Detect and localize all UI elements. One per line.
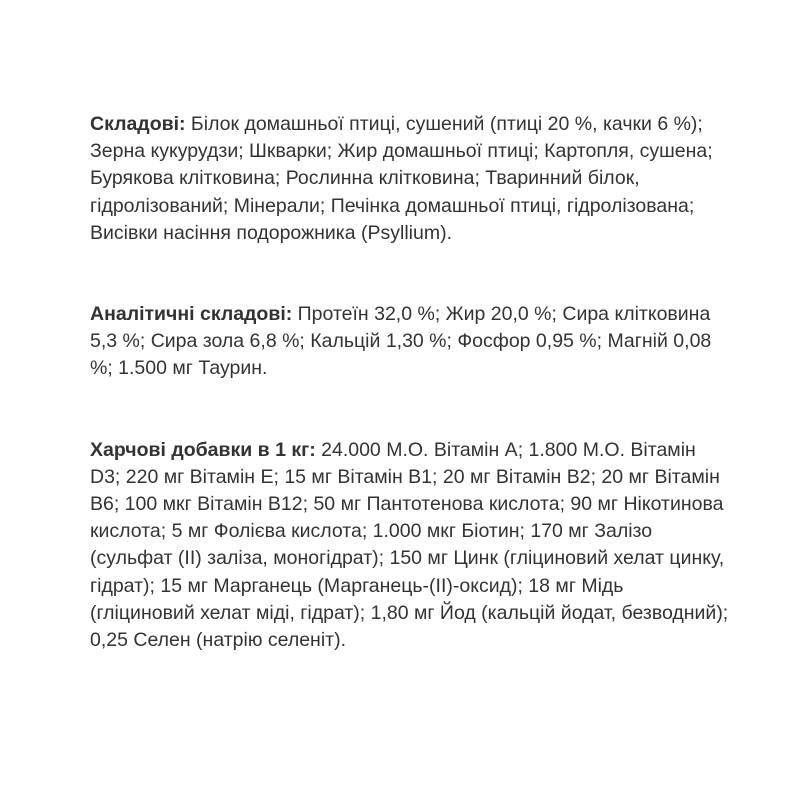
analytical-constituents-text: Протеїн 32,0 %; Жир 20,0 %; Сира клітковина 5,3 %; Сира зола 6,8 %; Кальцій 1,30 %; Фосфор 0,95 %; Магній 0,08 %; 1.500 мг Таурин. <box>90 303 712 380</box>
ingredients-section <box>90 111 730 247</box>
analytical-constituents-label: Аналітичні складові: <box>90 303 293 326</box>
ingredients-text: Білок домашньої птиці, сушений (птиці 20 %, качки 6 %); Зерна кукурудзи; Шкварки; Жир домашньої птиці; Картопля, сушена; Бурякова клітковина; Рослинна клітковина; Тваринний білок, гідролізований; Мінерали; Печінка домашньої птиці, гідролізована; Висівки насіння подорожника (Psyllium). <box>90 113 713 244</box>
product-composition <box>90 111 730 654</box>
analytical-constituents-section <box>90 301 730 383</box>
additives-text: 24.000 М.О. Вітамін А; 1.800 М.О. Вітамін D3; 220 мг Вітамін Е; 15 мг Вітамін B1; 20 мг Вітамін B2; 20 мг Вітамін B6; 100 мкг Вітамін B12; 50 мг Пантотенова кислота; 90 мг Нікотинова кислота; 5 мг Фолієва кислота; 1.000 мкг Біотин; 170 мг Залізо (сульфат (II) заліза, моногідрат); 150 мг Цинк (гліциновий хелат цинку, гідрат); 15 мг Марганець (Марганець-(II)-оксид); 18 мг Мідь (гліциновий хелат міді, гідрат); 1,80 мг Йод (кальцій йодат, безводний); 0,25 Селен (натрію селеніт). <box>90 438 729 652</box>
additives-label: Харчові добавки в 1 кг: <box>90 438 316 461</box>
additives-section <box>90 437 730 655</box>
ingredients-label: Складові: <box>90 113 186 135</box>
